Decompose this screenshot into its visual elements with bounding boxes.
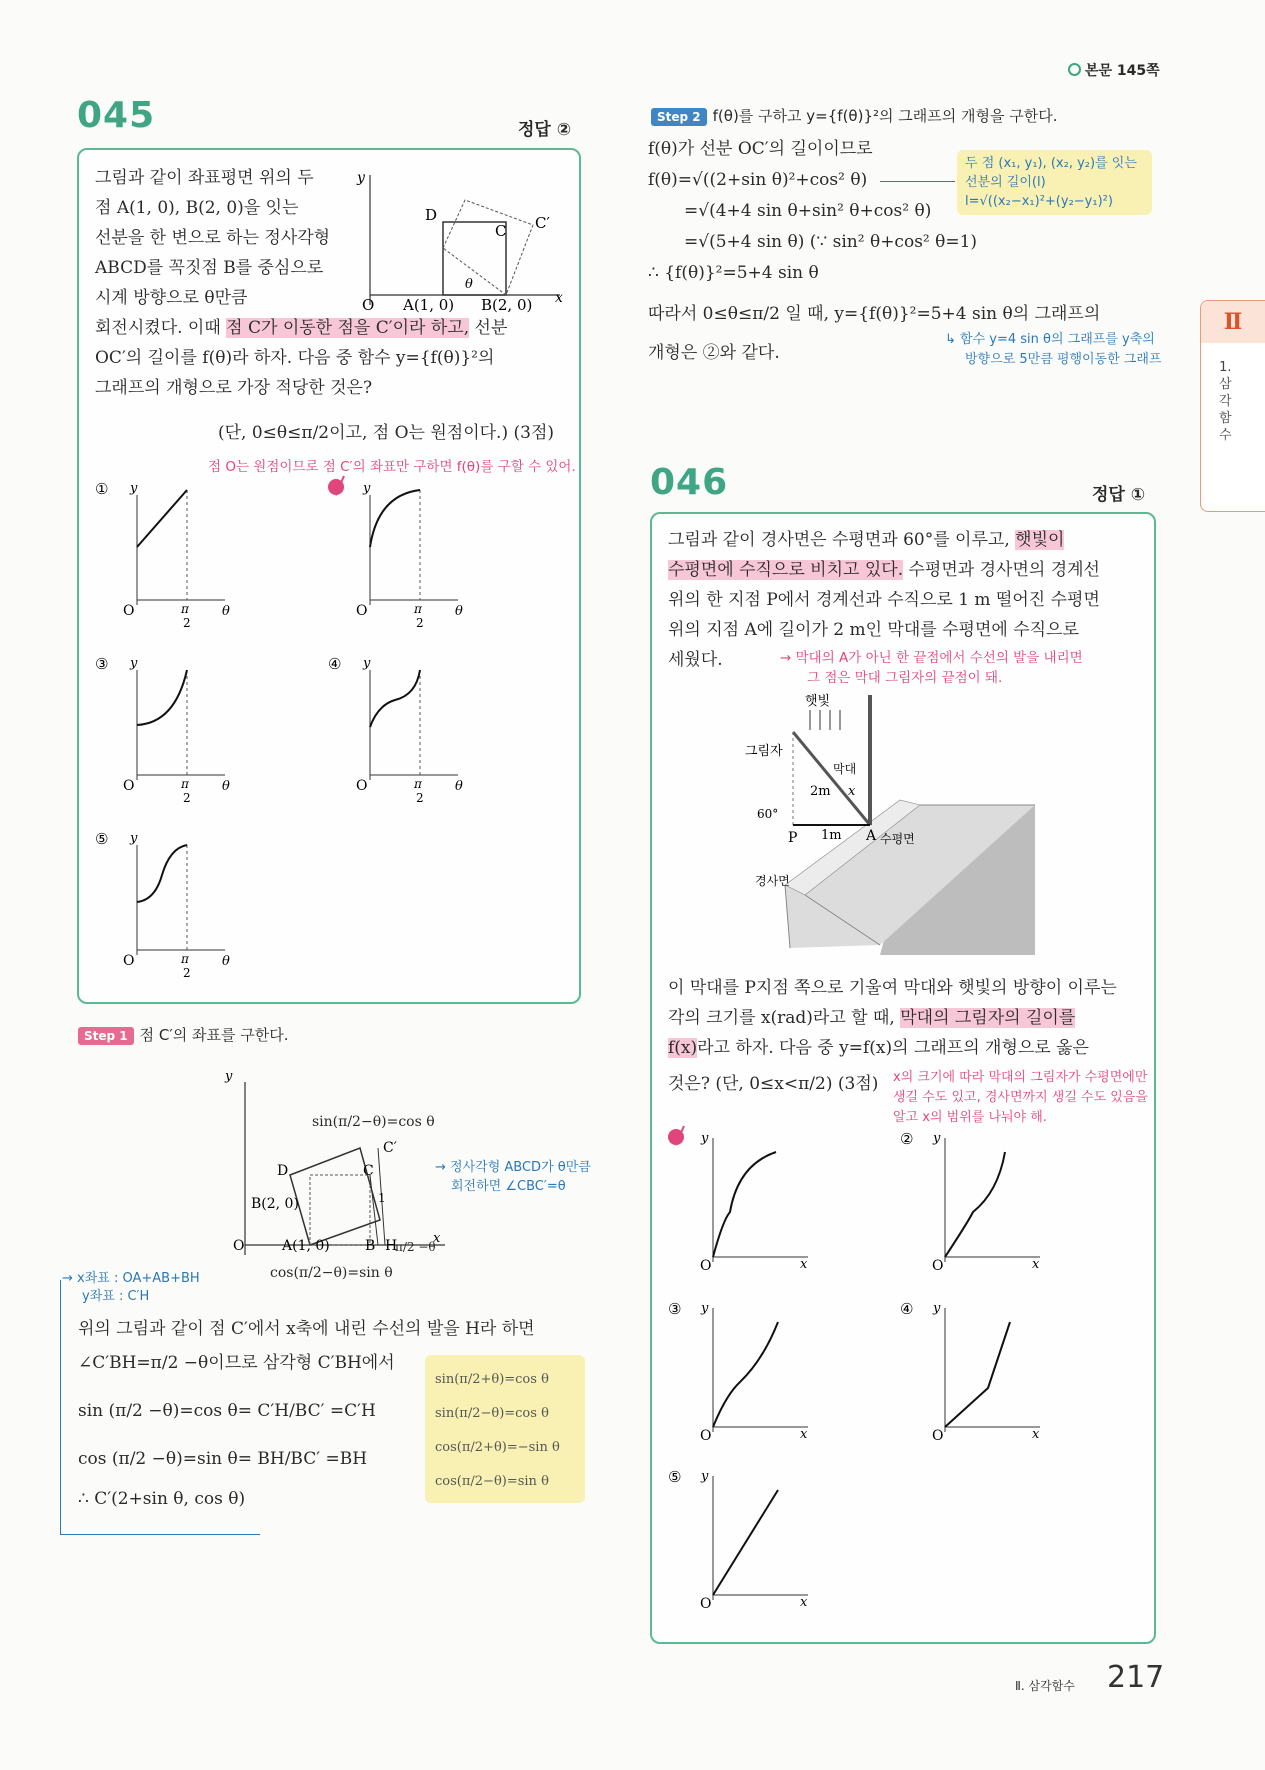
svg-text:θ: θ (455, 779, 463, 794)
svg-text:1: 1 (378, 1191, 386, 1205)
svg-text:O: O (932, 1428, 944, 1444)
step2-heading: Step 2 f(θ)를 구하고 y={f(θ)}²의 그래프의 개형을 구한다. (651, 105, 1057, 126)
svg-text:y: y (701, 1131, 709, 1146)
page-number: 217 (1107, 1660, 1165, 1695)
svg-text:1m: 1m (821, 828, 842, 843)
answer-045: 정답 ② (518, 120, 572, 140)
graph-option-2 (328, 480, 528, 640)
svg-text:x: x (800, 1595, 808, 1610)
figure-045 (355, 170, 565, 314)
svg-text:B(2, 0): B(2, 0) (251, 1196, 299, 1212)
svg-text:θ: θ (222, 779, 230, 794)
problem-text-046: 그림과 같이 경사면은 수평면과 60°를 이루고, 햇빛이 수평면에 수직으로 비치고 있다. 수평면과 경사면의 경계선 위의 한 지점 P에서 경계선과 수직으로 1 m 떨어진 수평면 위의 지점 A에 길이가 2 m인 막대를 수평면에 수직으로 세웠다. (668, 530, 1100, 670)
coord-bracket (60, 1280, 61, 1535)
note-046-b: x의 크기에 따라 막대의 그림자가 수평면에만 생길 수도 있고, 경사면까지 생길 수도 있음을 알고 x의 범위를 나눠야 해. (893, 1070, 1148, 1125)
fig-cos-label: cos(π/2−θ)=sin θ (270, 1265, 393, 1281)
svg-text:y: y (357, 170, 365, 186)
graph-option-3 (95, 655, 295, 815)
svg-text:2: 2 (183, 791, 191, 805)
step1-text: 위의 그림과 같이 점 C′에서 x축에 내린 수선의 발을 H라 하면 ∠C′BH=π/2 −θ이므로 삼각형 C′BH에서 sin (π/2 −θ)=cos θ= C′H/BC′ =C′H cos (π/2 −θ)=sin θ= BH/BC′ =BH ∴ C′(2+sin θ, cos θ) (78, 1319, 535, 1509)
figure-046 (745, 690, 1045, 960)
label-O: O (362, 296, 375, 314)
svg-text:x: x (1032, 1257, 1040, 1272)
svg-text:H: H (385, 1238, 398, 1254)
coord-note: → x좌표 : OA+AB+BH y좌표 : C′H (62, 1271, 200, 1304)
svg-text:①: ① (95, 480, 109, 498)
svg-text:2: 2 (416, 616, 424, 630)
svg-text:x: x (800, 1257, 808, 1272)
svg-text:②: ② (900, 1130, 914, 1148)
svg-text:x: x (800, 1427, 808, 1442)
note-046-a: → 막대의 A가 아닌 한 끝점에서 수선의 발을 내리면 그 점은 막대 그림자의 끝점이 돼. (780, 650, 1083, 686)
label-C: C (495, 222, 507, 240)
svg-text:60°: 60° (757, 807, 779, 821)
svg-text:x: x (433, 1231, 441, 1246)
circle-icon (1068, 63, 1081, 76)
svg-text:2: 2 (183, 966, 191, 980)
graph-046-option-2 (900, 1130, 1100, 1280)
svg-text:y: y (130, 656, 138, 671)
svg-text:y: y (225, 1069, 233, 1084)
svg-text:y: y (363, 656, 371, 671)
question-046: 이 막대를 P지점 쪽으로 기울여 막대와 햇빛의 방향이 이루는 각의 크기를 x(rad)라고 할 때, 막대의 그림자의 길이를 f(x)라고 하자. 다음 중 y=f(x)의 그래프의 개형으로 옳은 것은? (단, 0≤x<π/2) (3점) (668, 978, 1117, 1094)
condition-045: (단, 0≤θ≤π/2이고, 점 O는 원점이다.) (3점) (218, 423, 555, 443)
answer-046: 정답 ① (1092, 485, 1146, 505)
svg-text:x: x (1032, 1427, 1040, 1442)
svg-text:π: π (181, 777, 189, 791)
svg-text:A(1, 0): A(1, 0) (282, 1238, 330, 1254)
svg-text:O: O (233, 1238, 245, 1254)
formula-box: sin(π/2+θ)=cos θ sin(π/2−θ)=cos θ cos(π/2+θ)=−sin θ cos(π/2−θ)=sin θ (425, 1355, 585, 1503)
highlight: 수평면에 수직으로 비치고 있다. (668, 560, 904, 580)
svg-text:④: ④ (328, 655, 342, 673)
svg-text:θ: θ (455, 604, 463, 619)
label-A: A(1, 0) (403, 296, 455, 314)
chapter-label: 1. 삼 각 함 수 (1219, 360, 1232, 443)
step1-heading: Step 1 점 C′의 좌표를 구한다. (78, 1024, 289, 1045)
svg-text:x: x (555, 290, 563, 306)
graph-046-option-4 (900, 1300, 1100, 1450)
page-ref: 본문 145쪽 (1068, 60, 1160, 80)
svg-text:O: O (123, 603, 135, 619)
label-Cp: C′ (535, 214, 550, 232)
fig-angle-label: π/2 −θ (395, 1240, 436, 1254)
highlight: 점 C가 이동한 점을 C′이라 하고, (226, 318, 470, 338)
step2-text: f(θ)가 선분 OC′의 길이이므로 f(θ)=√((2+sin θ)²+cos² θ) =√(4+4 sin θ+sin² θ+cos² θ) =√(5+4 sin θ) (∵ sin² θ+cos² θ=1) ∴ {f(θ)}²=5+4 sin θ 따라서 0≤θ≤π/2 일 때, y={f(θ)}²=5+4 sin θ의 그래프의 개형은 ②와 같다. (648, 139, 1101, 363)
label-D: D (425, 206, 438, 224)
svg-text:경사면: 경사면 (755, 874, 790, 888)
svg-text:y: y (130, 481, 138, 496)
graph-046-option-5 (668, 1468, 868, 1618)
svg-text:O: O (123, 778, 135, 794)
svg-text:C′: C′ (383, 1140, 397, 1156)
graph-046-option-3 (668, 1300, 868, 1450)
svg-text:2: 2 (416, 791, 424, 805)
svg-text:y: y (933, 1301, 941, 1316)
svg-text:π: π (414, 777, 422, 791)
svg-text:θ: θ (222, 604, 230, 619)
svg-text:막대: 막대 (833, 762, 857, 776)
graph-option-4 (328, 655, 528, 815)
svg-text:y: y (701, 1469, 709, 1484)
svg-text:햇빛: 햇빛 (805, 694, 831, 709)
svg-text:O: O (123, 953, 135, 969)
svg-text:B: B (365, 1238, 376, 1254)
coord-bracket-bottom (60, 1534, 260, 1535)
svg-text:y: y (130, 831, 138, 846)
svg-text:O: O (356, 778, 368, 794)
step1-tag: Step 1 (78, 1027, 134, 1045)
label-B: B(2, 0) (481, 296, 533, 314)
arrow-to-box (880, 181, 955, 182)
svg-text:y: y (701, 1301, 709, 1316)
svg-text:④: ④ (900, 1300, 914, 1318)
svg-text:P: P (788, 830, 798, 846)
svg-text:③: ③ (668, 1300, 682, 1318)
svg-text:π: π (181, 952, 189, 966)
svg-text:O: O (700, 1258, 712, 1274)
svg-text:O: O (356, 603, 368, 619)
chapter-roman: Ⅱ (1201, 301, 1265, 343)
distance-formula-box: 두 점 (x₁, y₁), (x₂, y₂)를 잇는 선분의 길이(l) l=√((x₂−x₁)²+(y₂−y₁)²) (957, 150, 1152, 215)
step2-tag: Step 2 (651, 108, 707, 126)
svg-text:O: O (700, 1596, 712, 1612)
problem-number-045: 045 (77, 95, 156, 136)
svg-text:C: C (363, 1163, 374, 1179)
problem-text-045: 그림과 같이 좌표평면 위의 두 점 A(1, 0), B(2, 0)을 잇는 선분을 한 변으로 하는 정사각형 ABCD를 꼭짓점 B를 중심으로 시계 방향으로 θ만큼 회전시켰다. 이때 점 C가 이동한 점을 C′이라 하고, 선분 OC′의 길이를 f(θ)라 하자. 다음 중 함수 y={f(θ)}²의 그래프의 개형으로 가장 적당한 것은? (95, 168, 508, 398)
svg-text:⑤: ⑤ (95, 830, 109, 848)
svg-text:수평면: 수평면 (880, 832, 915, 846)
step2-note: ↳ 함수 y=4 sin θ의 그래프를 y축의 방향으로 5만큼 평행이동한 그래프 (945, 332, 1162, 367)
svg-text:O: O (932, 1258, 944, 1274)
svg-text:y: y (933, 1131, 941, 1146)
highlight: f(x) (668, 1038, 698, 1058)
svg-text:③: ③ (95, 655, 109, 673)
svg-text:2: 2 (183, 616, 191, 630)
svg-text:그림자: 그림자 (745, 744, 783, 759)
highlight: 햇빛이 (1015, 530, 1065, 550)
svg-text:2m: 2m (810, 784, 831, 799)
highlight: 막대의 그림자의 길이를 (900, 1008, 1076, 1028)
svg-text:A: A (866, 828, 877, 844)
problem-number-046: 046 (650, 462, 729, 503)
svg-text:π: π (414, 602, 422, 616)
svg-text:x: x (848, 784, 856, 799)
svg-text:θ: θ (222, 954, 230, 969)
svg-text:θ: θ (465, 277, 473, 292)
note-045: 점 O는 원점이므로 점 C′의 좌표만 구하면 f(θ)를 구할 수 있어. (208, 459, 576, 475)
chapter-tab (1200, 300, 1265, 512)
graph-option-5 (95, 830, 295, 990)
svg-text:⑤: ⑤ (668, 1468, 682, 1486)
svg-text:D: D (277, 1163, 289, 1179)
svg-text:O: O (700, 1428, 712, 1444)
graph-046-option-1 (668, 1130, 868, 1280)
svg-text:π: π (181, 602, 189, 616)
fig-note-step1: → 정사각형 ABCD가 θ만큼 회전하면 ∠CBC′=θ (435, 1160, 591, 1194)
fig-sin-label: sin(π/2−θ)=cos θ (312, 1114, 435, 1130)
footer-chapter: Ⅱ. 삼각함수 (1015, 1679, 1075, 1693)
svg-text:y: y (363, 481, 371, 496)
graph-option-1 (95, 480, 295, 640)
